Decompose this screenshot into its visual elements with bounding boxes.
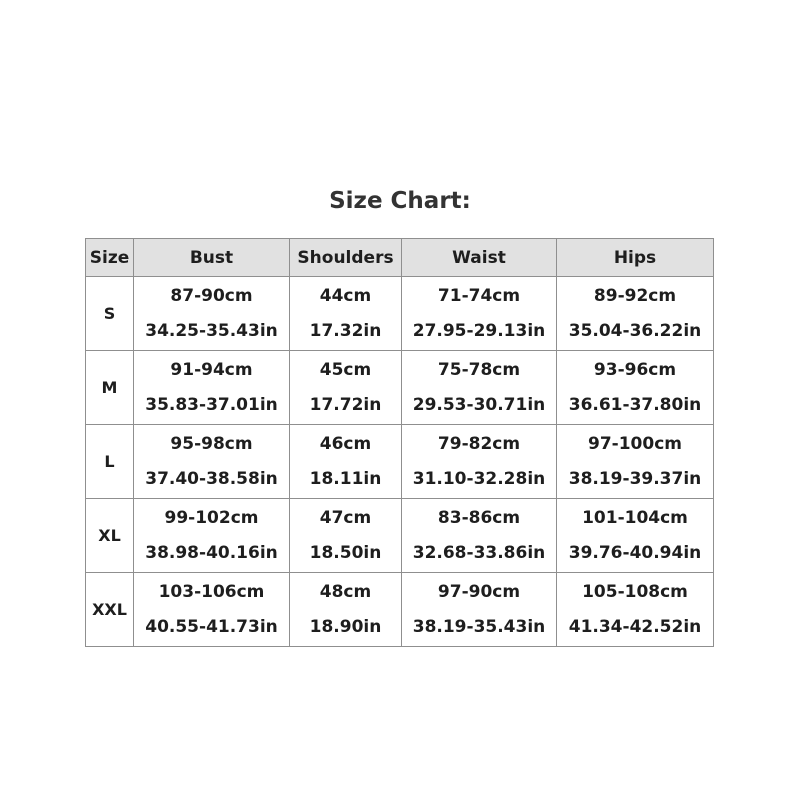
table-row	[86, 499, 714, 573]
bust-cell	[134, 351, 290, 425]
bust-cm: 95-98cm	[170, 433, 253, 454]
bust-cell	[134, 277, 290, 351]
waist-in: 32.68-33.86in	[412, 542, 546, 563]
header-shoulders: Shoulders	[290, 239, 402, 277]
waist-in: 27.95-29.13in	[412, 320, 546, 341]
hips-cm: 105-108cm	[582, 581, 688, 602]
shoulders-cm: 47cm	[319, 507, 372, 528]
shoulders-in: 18.11in	[309, 468, 382, 489]
size-chart-table	[85, 238, 714, 647]
waist-cm: 97-90cm	[437, 581, 521, 602]
waist-cell	[402, 425, 557, 499]
bust-cell	[134, 499, 290, 573]
hips-in: 41.34-42.52in	[568, 616, 702, 637]
waist-cell	[402, 277, 557, 351]
size-cell: M	[86, 351, 134, 425]
shoulders-cm: 48cm	[319, 581, 372, 602]
bust-cell	[134, 425, 290, 499]
hips-cell	[557, 425, 714, 499]
header-hips: Hips	[557, 239, 714, 277]
bust-in: 35.83-37.01in	[145, 394, 278, 415]
header-bust: Bust	[134, 239, 290, 277]
waist-cell	[402, 351, 557, 425]
hips-cell	[557, 351, 714, 425]
bust-in: 37.40-38.58in	[145, 468, 278, 489]
hips-cell	[557, 277, 714, 351]
size-cell: XL	[86, 499, 134, 573]
size-cell: XXL	[86, 573, 134, 647]
hips-cm: 93-96cm	[593, 359, 677, 380]
bust-cm: 91-94cm	[170, 359, 253, 380]
hips-in: 35.04-36.22in	[568, 320, 702, 341]
hips-cell	[557, 573, 714, 647]
shoulders-in: 18.90in	[309, 616, 382, 637]
waist-cell	[402, 573, 557, 647]
bust-in: 40.55-41.73in	[145, 616, 278, 637]
hips-in: 36.61-37.80in	[568, 394, 702, 415]
header-size: Size	[86, 239, 134, 277]
shoulders-cell	[290, 351, 402, 425]
waist-cell	[402, 499, 557, 573]
hips-cm: 89-92cm	[593, 285, 677, 306]
header-waist: Waist	[402, 239, 557, 277]
shoulders-in: 18.50in	[309, 542, 382, 563]
waist-cm: 75-78cm	[437, 359, 521, 380]
shoulders-in: 17.32in	[309, 320, 382, 341]
hips-cm: 101-104cm	[582, 507, 688, 528]
bust-cm: 87-90cm	[170, 285, 253, 306]
bust-cm: 99-102cm	[164, 507, 259, 528]
waist-in: 29.53-30.71in	[412, 394, 546, 415]
shoulders-cell	[290, 425, 402, 499]
bust-cm: 103-106cm	[158, 581, 265, 602]
shoulders-cell	[290, 499, 402, 573]
shoulders-in: 17.72in	[309, 394, 382, 415]
table-row	[86, 277, 714, 351]
shoulders-cell	[290, 277, 402, 351]
hips-cell	[557, 499, 714, 573]
waist-cm: 83-86cm	[437, 507, 521, 528]
shoulders-cm: 44cm	[319, 285, 372, 306]
bust-in: 34.25-35.43in	[145, 320, 278, 341]
waist-in: 31.10-32.28in	[412, 468, 546, 489]
bust-in: 38.98-40.16in	[145, 542, 278, 563]
table-row	[86, 573, 714, 647]
bust-cell	[134, 573, 290, 647]
table-row	[86, 351, 714, 425]
hips-in: 39.76-40.94in	[568, 542, 702, 563]
size-cell: S	[86, 277, 134, 351]
waist-cm: 79-82cm	[437, 433, 521, 454]
shoulders-cm: 45cm	[319, 359, 372, 380]
table-header-row	[86, 239, 714, 277]
shoulders-cm: 46cm	[319, 433, 372, 454]
hips-in: 38.19-39.37in	[568, 468, 702, 489]
waist-in: 38.19-35.43in	[412, 616, 546, 637]
page-title: Size Chart:	[329, 188, 471, 214]
table-row	[86, 425, 714, 499]
hips-cm: 97-100cm	[588, 433, 682, 454]
shoulders-cell	[290, 573, 402, 647]
waist-cm: 71-74cm	[437, 285, 521, 306]
size-cell: L	[86, 425, 134, 499]
